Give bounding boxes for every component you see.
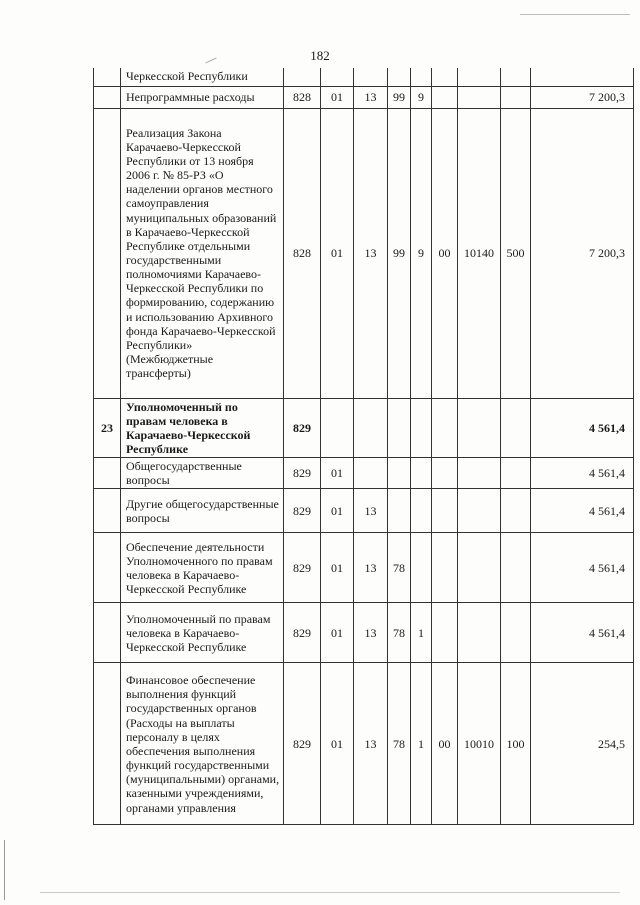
row-number [94, 458, 121, 489]
direction-code [432, 68, 458, 86]
row-number [94, 533, 121, 603]
amount: 4 561,4 [531, 458, 634, 489]
expense-type [501, 68, 531, 86]
expense-code [458, 458, 501, 489]
expense-name: Черкесской Республики [121, 68, 284, 86]
row-number [94, 663, 121, 825]
direction-code [432, 398, 458, 458]
direction-code: 00 [432, 663, 458, 825]
expense-name: Уполномоченный по правам человека в Карачаево-Черкесской Республике [121, 603, 284, 663]
direction-code [432, 603, 458, 663]
expense-code [458, 489, 501, 533]
table-row [94, 108, 634, 398]
direction-code [432, 533, 458, 603]
expense-code [458, 68, 501, 86]
direction-code [432, 458, 458, 489]
program-code: 78 [388, 533, 411, 603]
program-code: 78 [388, 603, 411, 663]
expense-code [458, 86, 501, 108]
ministry-code: 829 [284, 663, 321, 825]
row-number [94, 86, 121, 108]
subsection-code [354, 68, 388, 86]
ministry-code [284, 68, 321, 86]
subprogram-code: 9 [411, 108, 432, 398]
scan-artifact-line [520, 14, 630, 15]
direction-code: 00 [432, 108, 458, 398]
section-code: 01 [321, 458, 354, 489]
expense-code [458, 603, 501, 663]
table-row [94, 663, 634, 825]
amount: 4 561,4 [531, 603, 634, 663]
subprogram-code: 9 [411, 86, 432, 108]
section-code: 01 [321, 603, 354, 663]
direction-code [432, 86, 458, 108]
subsection-code [354, 398, 388, 458]
section-code: 01 [321, 86, 354, 108]
expense-name: Уполномоченный по правам человека в Карачаево-Черкесской Республике [121, 398, 284, 458]
expense-code [458, 398, 501, 458]
ministry-code: 829 [284, 489, 321, 533]
ministry-code: 829 [284, 603, 321, 663]
ministry-code: 829 [284, 533, 321, 603]
section-code: 01 [321, 489, 354, 533]
expense-code: 10140 [458, 108, 501, 398]
program-code [388, 398, 411, 458]
amount: 4 561,4 [531, 398, 634, 458]
expense-type [501, 489, 531, 533]
expense-name: Финансовое обеспечение выполнения функций государственных органов (Расходы на выплаты персоналу в целях обеспечения выполнения функций государственными (муниципальными) органами, казенными учреждениями, органами управления [121, 663, 284, 825]
subprogram-code [411, 489, 432, 533]
ministry-code: 828 [284, 86, 321, 108]
program-code: 99 [388, 108, 411, 398]
subsection-code [354, 458, 388, 489]
expense-name: Непрограммные расходы [121, 86, 284, 108]
subprogram-code [411, 68, 432, 86]
amount: 254,5 [531, 663, 634, 825]
budget-table-body [94, 68, 634, 825]
section-code [321, 68, 354, 86]
expense-type: 500 [501, 108, 531, 398]
table-row [94, 68, 634, 86]
amount: 7 200,3 [531, 108, 634, 398]
expense-name: Реализация Закона Карачаево-Черкесской Республики от 13 ноября 2006 г. № 85-РЗ «О наделении органов местного самоуправления муниципальных образований в Карачаево-Черкесской Республике отдельными государственными полномочиями Карачаево-Черкесской Республики по формированию, содержанию и использованию Архивного фонда Карачаево-Черкесской Республики» (Межбюджетные трансферты) [121, 108, 284, 398]
section-code: 01 [321, 663, 354, 825]
expense-type [501, 398, 531, 458]
section-code: 01 [321, 533, 354, 603]
subsection-code: 13 [354, 86, 388, 108]
subsection-code: 13 [354, 108, 388, 398]
ministry-code: 829 [284, 458, 321, 489]
ministry-code: 828 [284, 108, 321, 398]
row-number [94, 489, 121, 533]
table-row [94, 398, 634, 458]
program-code [388, 68, 411, 86]
row-number [94, 603, 121, 663]
amount: 4 561,4 [531, 533, 634, 603]
expense-type [501, 603, 531, 663]
subprogram-code: 1 [411, 663, 432, 825]
table-row [94, 458, 634, 489]
subprogram-code: 1 [411, 603, 432, 663]
expense-type [501, 533, 531, 603]
ministry-code: 829 [284, 398, 321, 458]
expense-name: Общегосударственные вопросы [121, 458, 284, 489]
page-number: 182 [310, 48, 330, 63]
section-code: 01 [321, 108, 354, 398]
expense-type: 100 [501, 663, 531, 825]
direction-code [432, 489, 458, 533]
program-code [388, 458, 411, 489]
expense-name: Обеспечение деятельности Уполномоченного по правам человека в Карачаево-Черкесской Республике [121, 533, 284, 603]
expense-type [501, 458, 531, 489]
amount [531, 68, 634, 86]
subsection-code: 13 [354, 489, 388, 533]
subprogram-code [411, 533, 432, 603]
row-number [94, 108, 121, 398]
expense-code [458, 533, 501, 603]
program-code: 99 [388, 86, 411, 108]
subprogram-code [411, 398, 432, 458]
subsection-code: 13 [354, 533, 388, 603]
subsection-code: 13 [354, 603, 388, 663]
expense-name: Другие общегосударственные вопросы [121, 489, 284, 533]
budget-table [93, 68, 634, 825]
row-number [94, 68, 121, 86]
program-code [388, 489, 411, 533]
scan-artifact-line [40, 892, 620, 893]
program-code: 78 [388, 663, 411, 825]
table-row [94, 86, 634, 108]
scan-artifact-line [4, 840, 5, 900]
table-row [94, 603, 634, 663]
subprogram-code [411, 458, 432, 489]
amount: 7 200,3 [531, 86, 634, 108]
subsection-code: 13 [354, 663, 388, 825]
table-row [94, 533, 634, 603]
table-row [94, 489, 634, 533]
row-number: 23 [94, 398, 121, 458]
amount: 4 561,4 [531, 489, 634, 533]
section-code [321, 398, 354, 458]
expense-code: 10010 [458, 663, 501, 825]
expense-type [501, 86, 531, 108]
